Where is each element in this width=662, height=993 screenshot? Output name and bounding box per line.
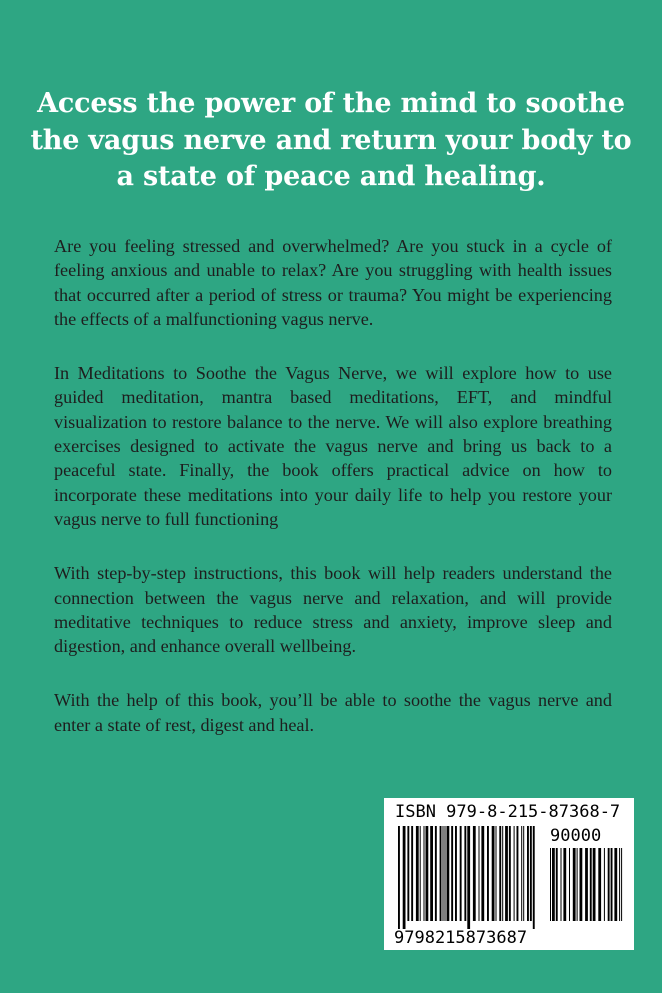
isbn-label: ISBN 979-8-215-87368-7 [395,802,621,822]
barcode-bar [619,848,620,921]
barcode-bar [509,826,511,921]
barcode-bar [505,826,508,921]
barcode-bar [460,826,462,921]
barcode-bar [440,826,442,921]
barcode-bar [514,826,515,921]
barcode-bar [556,848,558,921]
barcode-bar [447,826,450,921]
barcode-bar [577,848,578,921]
barcode-bar [496,826,497,921]
barcode-bar [563,848,566,921]
isbn-barcode [384,798,634,950]
barcode-bar [593,848,596,921]
barcode-bar [430,826,433,921]
barcode-bar [407,826,409,921]
barcode-bar [435,826,437,921]
barcode-bar [492,826,495,921]
barcode-bar [561,848,562,921]
barcode-bar [533,826,535,929]
barcode-bar [573,848,576,921]
barcode-bar [521,826,522,921]
barcode-bar [530,826,532,921]
barcode-bar [416,826,419,921]
barcode-bar [614,848,617,921]
barcode-bar [445,826,446,921]
back-cover-headline: Access the power of the mind to soothe the vagus nerve and return your body to a state of peace and healing. [30,88,632,192]
blurb-paragraph: With step-by-step instructions, this book will help readers understand the connection between the vagus nerve and relaxation, and will provide meditative techniques to reduce stress and anxiety, improve sleep and digestion, and enhance overall wellbeing. [54,563,612,657]
barcode-bar [611,848,613,921]
barcode-bar [443,826,444,921]
barcode-bar [552,848,555,921]
barcode-bar [487,826,489,921]
barcode-bar [527,826,529,921]
barcode-bar [499,826,501,921]
ean-barcode-bars [398,826,538,929]
barcode-bar [608,848,610,921]
barcode-bar [590,848,592,921]
ean-digits: 9798215873687 [394,928,528,948]
barcode-bar [479,826,480,921]
barcode-bar [455,826,457,921]
barcode-bar [604,848,605,921]
addon-barcode-bars [550,848,624,929]
barcode-bar [481,826,484,921]
barcode-bar [420,826,421,921]
barcode-bar [517,826,519,921]
barcode-bar [403,826,406,929]
barcode-bar [502,826,503,921]
blurb-paragraph: In Meditations to Soothe the Vagus Nerve, we will explore how to use guided meditation, mantra based meditations, EFT, and mindful visualization to restore balance to the nerve. We will also explore breathing exercises designed to activate the vagus nerve and bring us back to a peaceful state. Finally, the book offers practical advice on how to incorporate these meditations into your daily life to help you restore your vagus nerve to full functioning [54,363,612,529]
barcode-bar [569,848,570,921]
blurb-paragraph: Are you feeling stressed and overwhelmed? Are you stuck in a cycle of feeling anxious and unable to relax? Are you struggling with health issues that occurred after a period of stress or trauma? You might be experiencing the effects of a malfunctioning vagus nerve. [54,236,612,329]
barcode-bar [426,826,429,921]
blurb-text [54,234,612,767]
barcode-bar [451,826,453,921]
barcode-bar [523,826,524,921]
barcode-bar [598,848,601,921]
barcode-bar [580,848,583,921]
price-code: 90000 [550,826,602,846]
barcode-bar [467,826,470,929]
blurb-paragraph: With the help of this book, you’ll be able to soothe the vagus nerve and enter a state of rest, digest and heal. [54,690,612,735]
barcode-bar [621,848,622,921]
barcode-bar [550,848,551,921]
barcode-bar [424,826,425,921]
barcode-bar [411,826,413,921]
barcode-bar [398,826,400,929]
barcode-bar [473,826,476,921]
barcode-bar [464,826,466,921]
barcode-bar [585,848,588,921]
